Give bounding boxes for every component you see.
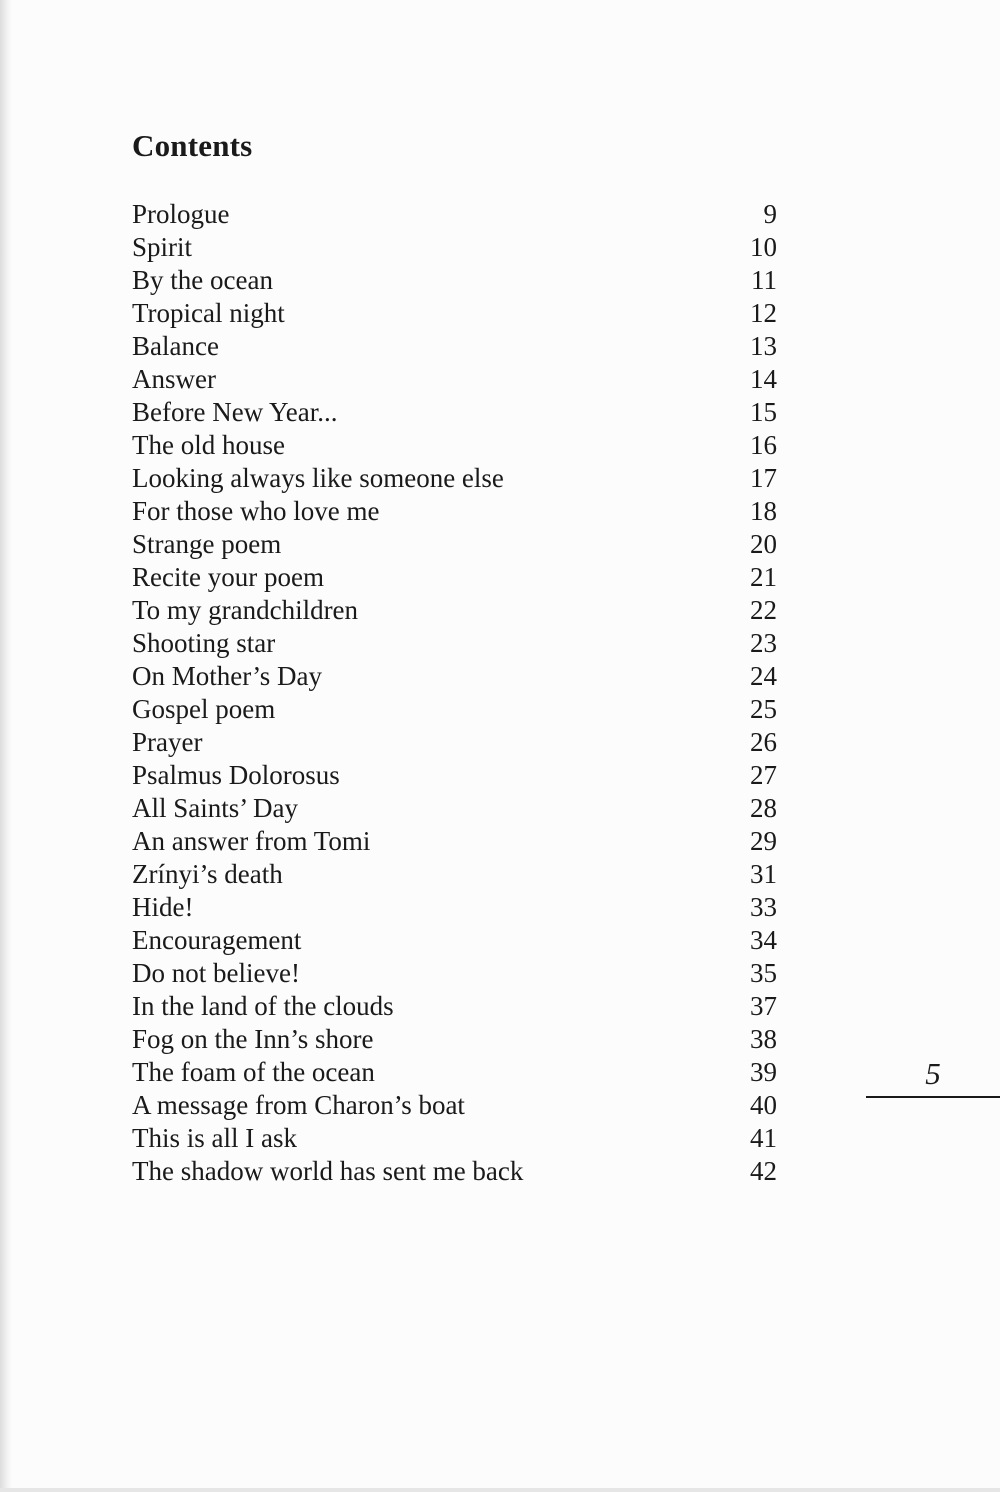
toc-entry-title: A message from Charon’s boat [132,1090,465,1121]
toc-entry [132,1089,777,1122]
toc-entry-page-number: 23 [750,628,777,659]
toc-entry-title: Prologue [132,199,230,229]
toc-entry [132,759,777,792]
toc-entry-page-number: 16 [750,430,777,461]
toc-entry-title: Gospel poem [132,694,276,725]
toc-entry-page-number: 18 [750,496,777,527]
toc-entry-page-number: 25 [750,694,777,725]
toc-entry-title: Balance [132,331,219,362]
toc-entry [132,429,777,462]
toc-entry-title: Tropical night [132,298,285,329]
page-edge-shadow [0,0,12,1492]
toc-entry-page-number: 37 [750,991,777,1022]
toc-entry [132,330,777,363]
folio-page-number: 5 [866,1056,1000,1098]
toc-entry [132,594,777,627]
toc-entry [132,396,777,429]
toc-entry-title: Hide! [132,892,194,923]
toc-entry-title: In the land of the clouds [132,991,394,1022]
toc-entry [132,627,777,660]
toc-entry [132,858,777,891]
toc-entry-title: On Mother’s Day [132,661,322,692]
toc-entry-page-number: 17 [750,463,777,494]
toc-entry [132,1023,777,1056]
toc-entry-page-number: 13 [750,331,777,362]
toc-entry-page-number: 41 [750,1123,777,1154]
toc-entry [132,561,777,594]
toc-entry-page-number: 26 [750,727,777,758]
toc-entry-title: Prayer [132,727,203,758]
toc-entry-page-number: 31 [750,859,777,890]
toc-entry [132,297,777,330]
toc-entry [132,198,777,231]
page-bottom-edge [0,1488,1000,1492]
toc-entry-page-number: 38 [750,1024,777,1055]
toc-entry-title: All Saints’ Day [132,793,298,824]
toc-entry [132,1056,777,1089]
toc-entry [132,924,777,957]
contents-heading: Contents [132,128,253,163]
toc-entry-title: Encouragement [132,925,302,956]
toc-entry [132,825,777,858]
toc-entry-title: Strange poem [132,529,282,560]
toc-entry [132,660,777,693]
toc-entry-page-number: 29 [750,826,777,857]
toc-entry-title: Fog on the Inn’s shore [132,1024,374,1055]
toc-entry [132,462,777,495]
toc-entry-title: Spirit [132,232,193,263]
toc-entry-title: Answer [132,364,216,395]
toc-entry-page-number: 24 [750,661,777,692]
toc-entry [132,1155,777,1188]
toc-entry-page-number: 35 [750,958,777,989]
toc-entry-page-number: 11 [751,265,777,296]
toc-entry [132,726,777,759]
toc-entry-title: Do not believe! [132,958,300,989]
toc-entry [132,363,777,396]
toc-entry-title: Zrínyi’s death [132,859,283,890]
toc-entry [132,1122,777,1155]
toc-entry-title: The shadow world has sent me back [132,1156,524,1187]
toc-entry-page-number: 39 [750,1057,777,1088]
toc-entry-title: Looking always like someone else [132,463,504,494]
toc-entry-title: Shooting star [132,628,276,659]
toc-entry-title: Before New Year... [132,397,338,428]
table-of-contents [132,198,777,1188]
toc-entry-page-number: 42 [750,1156,777,1187]
toc-entry-page-number: 20 [750,529,777,560]
toc-entry-page-number: 14 [750,364,777,395]
toc-entry-title: Psalmus Dolorosus [132,760,340,791]
toc-entry [132,528,777,561]
toc-entry [132,495,777,528]
toc-entry [132,231,777,264]
toc-entry-page-number: 12 [750,298,777,329]
toc-entry-page-number: 27 [750,760,777,791]
toc-entry-page-number: 22 [750,595,777,626]
toc-entry-title: This is all I ask [132,1123,297,1154]
toc-entry-page-number: 10 [750,232,777,263]
toc-entry-title: For those who love me [132,496,380,527]
toc-entry-title: Recite your poem [132,562,324,593]
toc-entry [132,792,777,825]
toc-entry-title: To my grandchildren [132,595,359,626]
toc-entry-page-number: 15 [750,397,777,428]
toc-entry-page-number: 34 [750,925,777,956]
toc-entry-page-number: 33 [750,892,777,923]
toc-entry [132,957,777,990]
toc-entry-title: An answer from Tomi [132,826,371,857]
toc-entry-page-number: 28 [750,793,777,824]
toc-entry-title: The foam of the ocean [132,1057,375,1088]
toc-entry-page-number: 21 [750,562,777,593]
toc-entry [132,990,777,1023]
toc-entry-title: By the ocean [132,265,273,296]
toc-entry [132,264,777,297]
toc-entry-title: The old house [132,430,285,461]
toc-entry [132,891,777,924]
toc-entry-page-number: 40 [750,1090,777,1121]
toc-entry-page-number: 9 [763,199,777,229]
toc-entry [132,693,777,726]
